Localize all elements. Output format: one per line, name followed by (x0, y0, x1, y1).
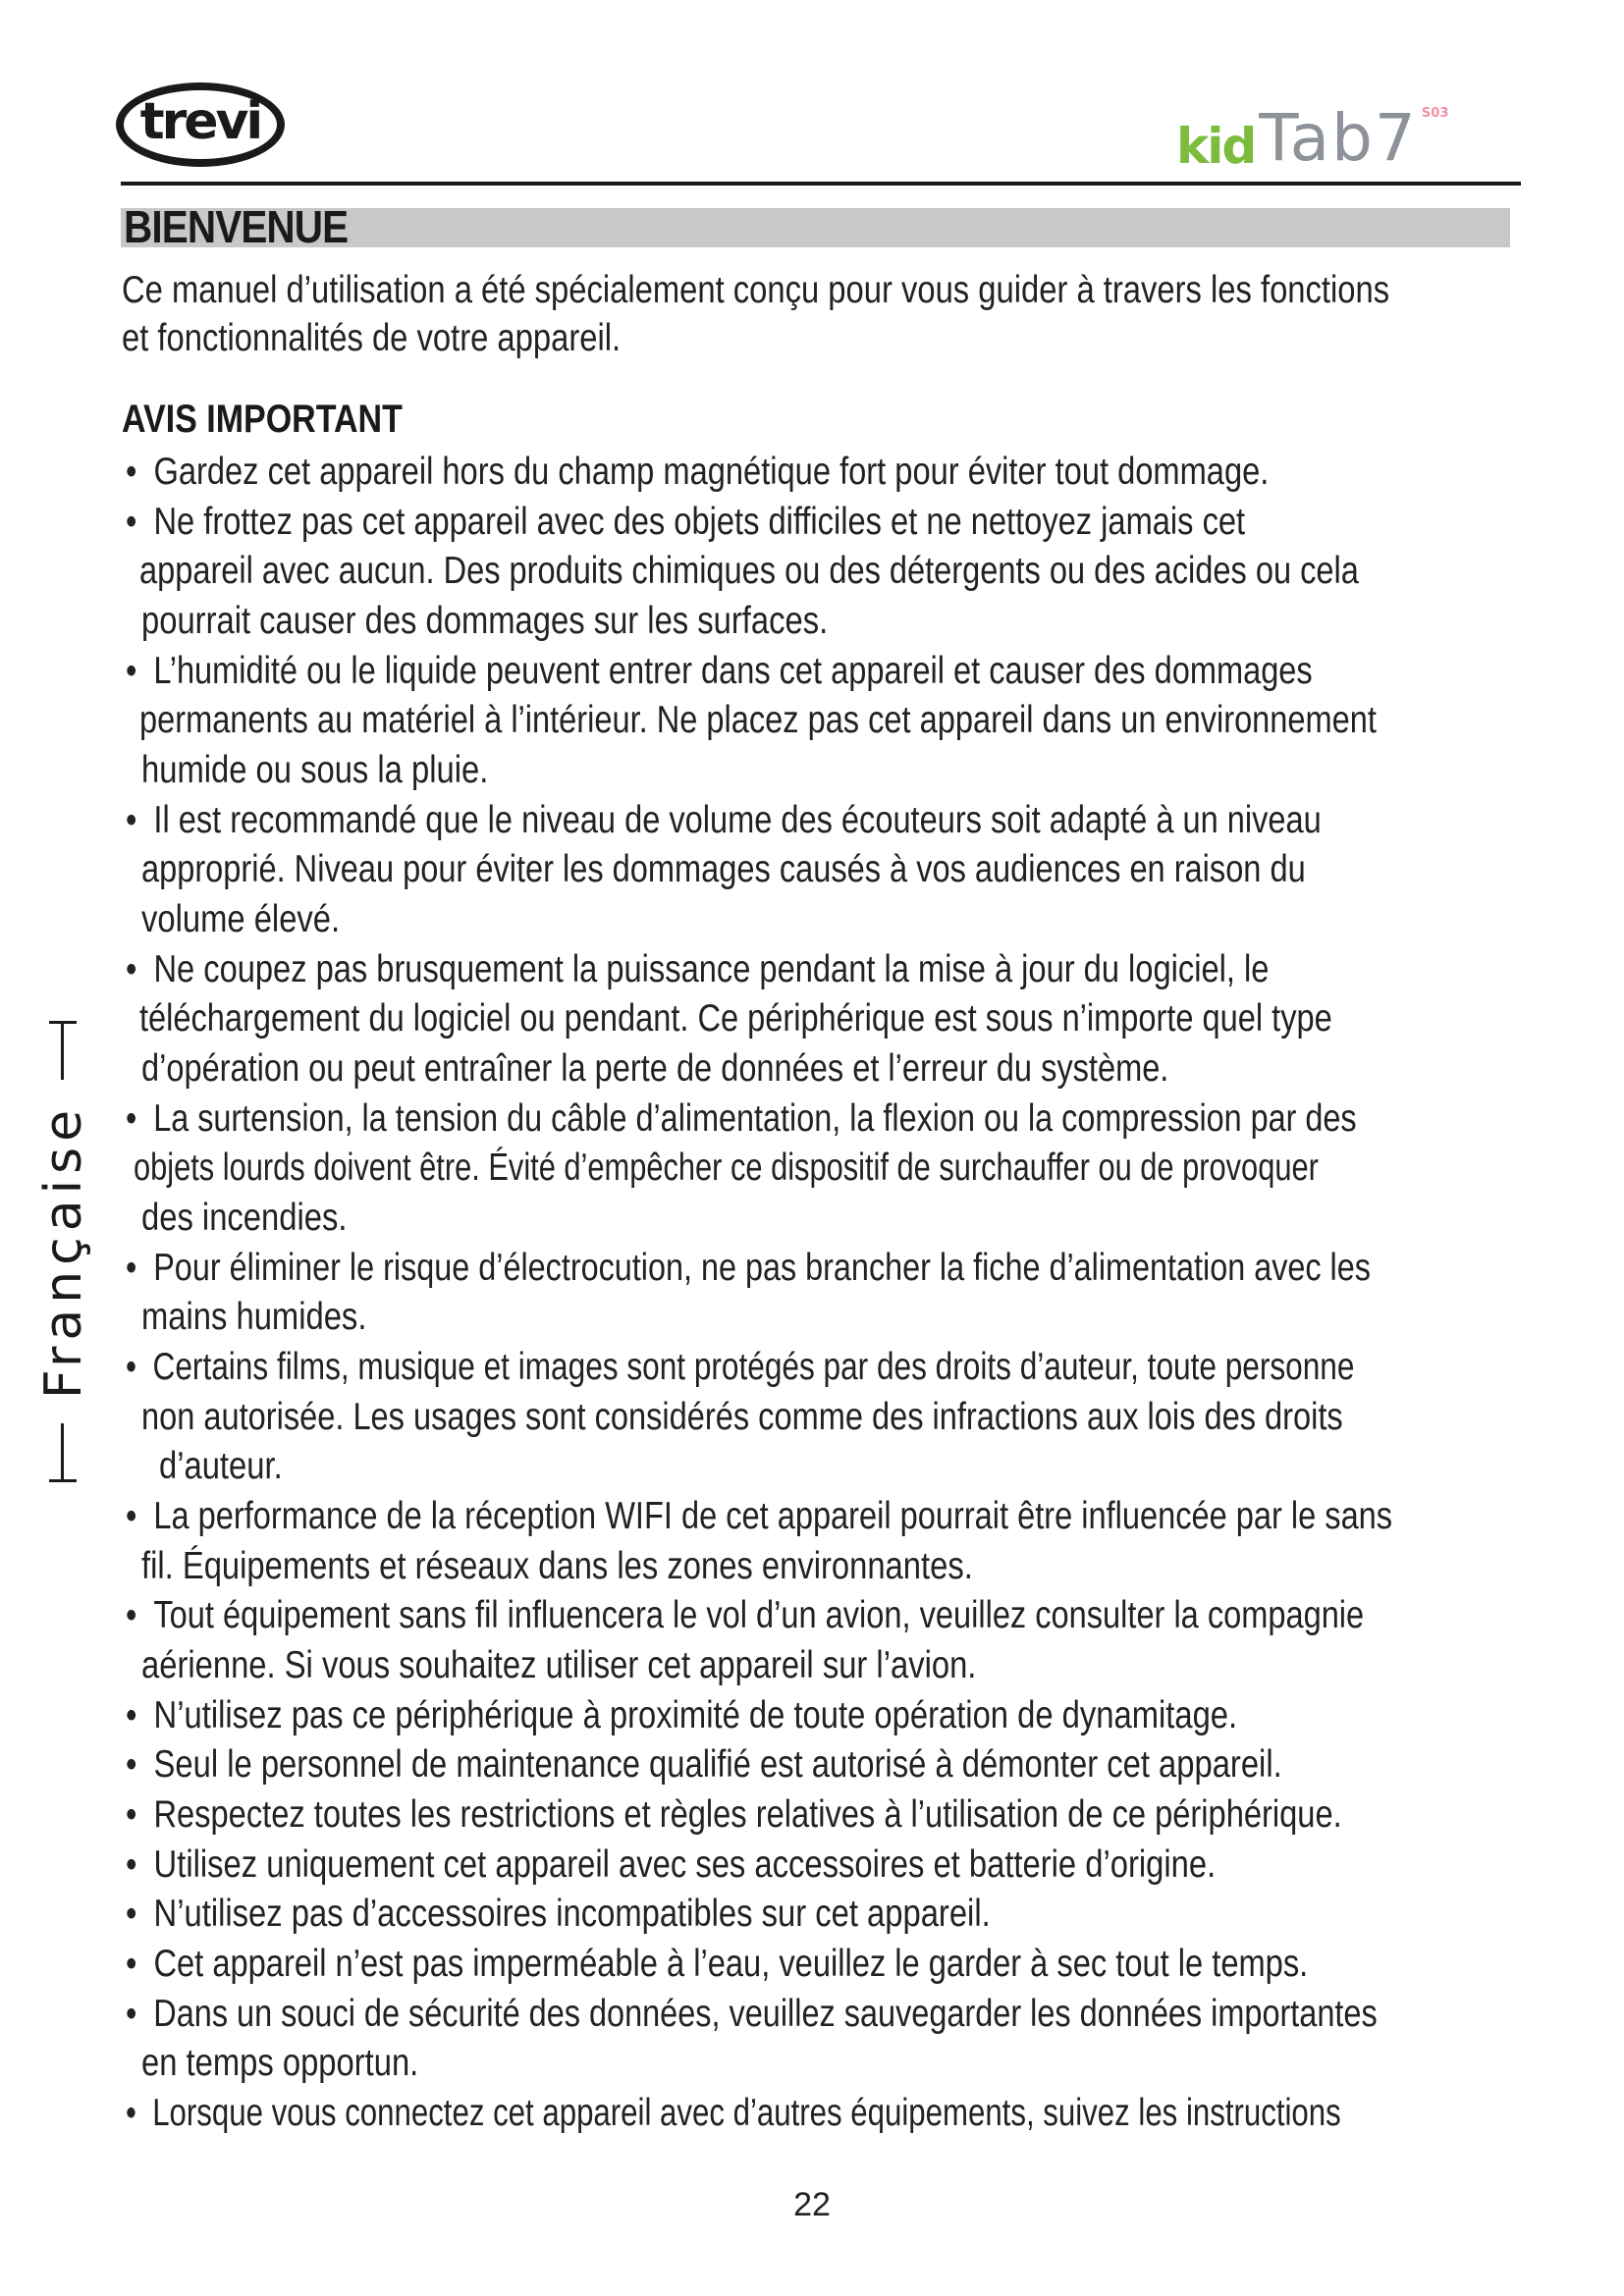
side-tab-bottom-line (61, 1423, 64, 1482)
notice-line: • Ne coupez pas brusquement la puissance pendant la mise à jour du logiciel, le (126, 946, 1269, 993)
bullet-icon: • (126, 1793, 137, 1836)
notice-line: • L’humidité ou le liquide peuvent entrer dans cet appareil et causer des dommages (126, 648, 1313, 695)
bullet-icon: • (126, 1993, 137, 2035)
trevi-logo (116, 82, 285, 167)
notice-line: appareil avec aucun. Des produits chimiques ou des détergents ou des acides ou cela (139, 550, 1359, 592)
notice-line: des incendies. (141, 1197, 348, 1239)
notice-line: approprié. Niveau pour éviter les dommages causés à vos audiences en raison du (141, 848, 1306, 890)
page-number: 22 (793, 2186, 831, 2223)
bullet-icon: • (126, 1743, 137, 1786)
kidtab-logo (1176, 100, 1449, 176)
notice-line: • La surtension, la tension du câble d’alimentation, la flexion ou la compression par des (126, 1095, 1357, 1143)
bullet-icon: • (126, 501, 137, 543)
notice-title: AVIS IMPORTANT (122, 398, 403, 441)
intro-line: Ce manuel d’utilisation a été spécialement conçu pour vous guider à travers les fonctions (122, 269, 1390, 311)
notice-line: mains humides. (141, 1296, 367, 1338)
side-tab-top-line (61, 1021, 64, 1080)
section-title: BIENVENUE (124, 201, 349, 252)
side-tab-label: Française (34, 1103, 93, 1400)
bullet-icon: • (126, 2092, 136, 2134)
bullet-icon: • (126, 1943, 137, 1985)
notice-line: • La performance de la réception WIFI de cet appareil pourrait être influencée par le sans (126, 1493, 1392, 1540)
notice-line: d’auteur. (159, 1445, 283, 1487)
bullet-icon: • (126, 1694, 137, 1736)
notice-line: non autorisée. Les usages sont considérés comme des infractions aux lois des droits (141, 1396, 1343, 1438)
header-divider (121, 182, 1521, 186)
notice-line: • N’utilisez pas ce périphérique à proximité de toute opération de dynamitage. (126, 1692, 1237, 1739)
notice-line: • Utilisez uniquement cet appareil avec ses accessoires et batterie d’origine. (126, 1842, 1216, 1889)
notice-line: • Dans un souci de sécurité des données, veuillez sauvegarder les données importantes (126, 1991, 1378, 2038)
bullet-icon: • (126, 1893, 137, 1935)
bullet-icon: • (126, 1843, 137, 1886)
notice-line: aérienne. Si vous souhaitez utiliser cet appareil sur l’avion. (141, 1644, 977, 1686)
notice-line: d’opération ou peut entraîner la perte de données et l’erreur du système. (141, 1047, 1169, 1090)
notice-line: volume élevé. (141, 898, 341, 940)
language-side-tab (34, 1021, 93, 1482)
notice-line: en temps opportun. (141, 2042, 419, 2084)
notice-line: • Seul le personnel de maintenance qualifié est autorisé à démonter cet appareil. (126, 1741, 1282, 1789)
bullet-icon: • (126, 948, 137, 990)
notice-line: objets lourds doivent être. Évité d’empêcher ce dispositif de surchauffer ou de provoquer (134, 1147, 1319, 1189)
notice-line: téléchargement du logiciel ou pendant. Ce périphérique est sous n’importe quel type (139, 997, 1332, 1040)
notice-line: • Il est recommandé que le niveau de volume des écouteurs soit adapté à un niveau (126, 797, 1322, 844)
notice-line: • Lorsque vous connectez cet appareil avec d’autres équipements, suivez les instructions (126, 2090, 1341, 2137)
notice-line: humide ou sous la pluie. (141, 749, 489, 791)
notice-line: • Certains films, musique et images sont protégés par des droits d’auteur, toute personne (126, 1344, 1354, 1391)
bullet-icon: • (126, 1247, 137, 1289)
notice-line: • Ne frottez pas cet appareil avec des objets difficiles et ne nettoyez jamais cet (126, 499, 1245, 546)
bullet-icon: • (126, 1594, 137, 1636)
intro-line: et fonctionnalités de votre appareil. (122, 317, 622, 359)
bullet-icon: • (126, 1346, 137, 1388)
notice-line: • Gardez cet appareil hors du champ magnétique fort pour éviter tout dommage. (126, 449, 1269, 496)
kidtab-logo-kid: kid (1176, 118, 1256, 175)
bullet-icon: • (126, 1097, 137, 1140)
side-tab-bottom-dash (49, 1479, 77, 1482)
notice-line: • Cet appareil n’est pas imperméable à l’eau, veuillez le garder à sec tout le temps. (126, 1941, 1308, 1988)
bullet-icon: • (126, 650, 137, 692)
notice-line: • Respectez toutes les restrictions et règles relatives à l’utilisation de ce périphérique. (126, 1791, 1342, 1839)
notice-line: • N’utilisez pas d’accessoires incompatibles sur cet appareil. (126, 1891, 991, 1938)
kidtab-logo-model: S03 (1421, 106, 1449, 121)
kidtab-logo-tab: Tab7 (1259, 100, 1418, 176)
bullet-icon: • (126, 451, 137, 493)
bullet-icon: • (126, 799, 137, 841)
notice-line: pourrait causer des dommages sur les surfaces. (141, 600, 829, 642)
notice-line: • Tout équipement sans fil influencera le vol d’un avion, veuillez consulter la compagnie (126, 1592, 1364, 1639)
notice-line: • Pour éliminer le risque d’électrocution, ne pas brancher la fiche d’alimentation avec les (126, 1245, 1371, 1292)
trevi-logo-text: trevi (139, 92, 261, 151)
bullet-icon: • (126, 1495, 137, 1537)
notice-line: permanents au matériel à l’intérieur. Ne placez pas cet appareil dans un environnement (139, 699, 1377, 741)
notice-line: fil. Équipements et réseaux dans les zones environnantes. (141, 1545, 973, 1587)
